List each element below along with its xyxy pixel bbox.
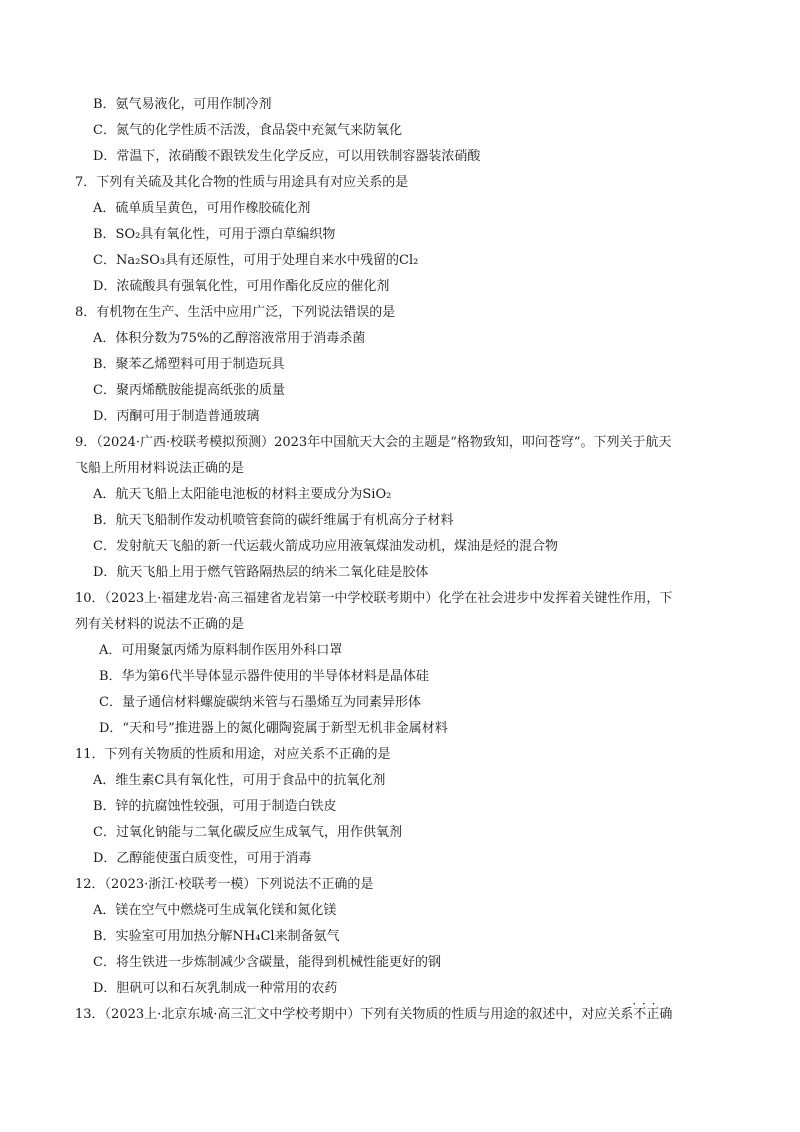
question-line: 8．有机物在生产、生活中应用广泛，下列说法错误的是	[75, 305, 396, 320]
text-line: D．胆矾可以和石灰乳制成一种常用的农药	[93, 981, 338, 996]
question-line	[75, 1006, 672, 1024]
text-line: B．航天飞船制作发动机喷管套筒的碳纤维属于有机高分子材料	[93, 513, 454, 528]
question-line: 7．下列有关硫及其化合物的性质与用途具有对应关系的是	[75, 175, 409, 190]
text-line: D．常温下，浓硝酸不跟铁发生化学反应，可以用铁制容器装浓硝酸	[93, 149, 481, 164]
question-line: 11．下列有关物质的性质和用途，对应关系不正确的是	[75, 747, 391, 762]
question-line: 12．（2023·浙江·校联考一模）下列说法不正确的是	[75, 877, 374, 892]
text-line: B．实验室可用加热分解NH₄Cl来制备氨气	[93, 929, 340, 944]
question-13-text: 13．（2023上·北京东城·高三汇文中学校考期中）下列有关物质的性质与用途的叙述中，对应关系	[75, 1007, 634, 1022]
question-line: 9．（2024·广西·校联考模拟预测）2023年中国航天大会的主题是“格物致知，叩问苍穹”。下列关于航天	[75, 435, 672, 450]
text-line: A．体积分数为75%的乙醇溶液常用于消毒杀菌	[93, 331, 366, 346]
text-line: B．氨气易液化，可用作制冷剂	[93, 97, 272, 112]
text-line: A．维生素C具有氧化性，可用于食品中的抗氧化剂	[93, 773, 386, 788]
text-line: B．SO₂具有氧化性，可用于漂白草编织物	[93, 227, 336, 242]
text-line: D．浓硫酸具有强氧化性，可用作酯化反应的催化剂	[93, 279, 390, 294]
text-line: C．Na₂SO₃具有还原性，可用于处理自来水中残留的Cl₂	[93, 253, 419, 268]
text-line: A．航天飞船上太阳能电池板的材料主要成分为SiO₂	[93, 487, 392, 502]
text-line: B．锌的抗腐蚀性较强，可用于制造白铁皮	[93, 799, 337, 814]
text-line: D．乙醇能使蛋白质变性，可用于消毒	[93, 851, 312, 866]
text-line: 列有关材料的说法不正确的是	[75, 617, 245, 632]
text-line: B．华为第6代半导体显示器件使用的半导体材料是晶体硅	[99, 669, 429, 684]
text-line: D．航天飞船上用于燃气管路隔热层的纳米二氧化硅是胶体	[93, 565, 429, 580]
text-line: C．氮气的化学性质不活泼，食品袋中充氮气来防氧化	[93, 123, 402, 138]
emphasis-text: 不正确 · · ·	[633, 1006, 672, 1024]
text-line: C．将生铁进一步炼制减少含碳量，能得到机械性能更好的钢	[93, 955, 441, 970]
text-line: 飞船上所用材料说法正确的是	[75, 461, 245, 476]
text-line: B．聚苯乙烯塑料可用于制造玩具	[93, 357, 285, 372]
text-line: A．镁在空气中燃烧可生成氧化镁和氮化镁	[93, 903, 337, 918]
text-line: C．发射航天飞船的新一代运载火箭成功应用液氧煤油发动机，煤油是烃的混合物	[93, 539, 558, 554]
text-line: C．聚丙烯酰胺能提高纸张的质量	[93, 383, 285, 398]
question-line: 10．（2023上·福建龙岩·高三福建省龙岩第一中学校联考期中）化学在社会进步中发挥着关键性作用，下	[75, 591, 673, 606]
text-line: C．量子通信材料螺旋碳纳米管与石墨烯互为同素异形体	[99, 695, 421, 710]
text-line: D．“天和号”推进器上的氮化硼陶瓷属于新型无机非金属材料	[99, 721, 448, 736]
text-line: C．过氧化钠能与二氧化碳反应生成氧气，用作供氧剂	[93, 825, 402, 840]
text-line: D．丙酮可用于制造普通玻璃	[93, 409, 260, 424]
text-line: A．硫单质呈黄色，可用作橡胶硫化剂	[93, 201, 311, 216]
text-line: A．可用聚氯丙烯为原料制作医用外科口罩	[99, 643, 343, 658]
